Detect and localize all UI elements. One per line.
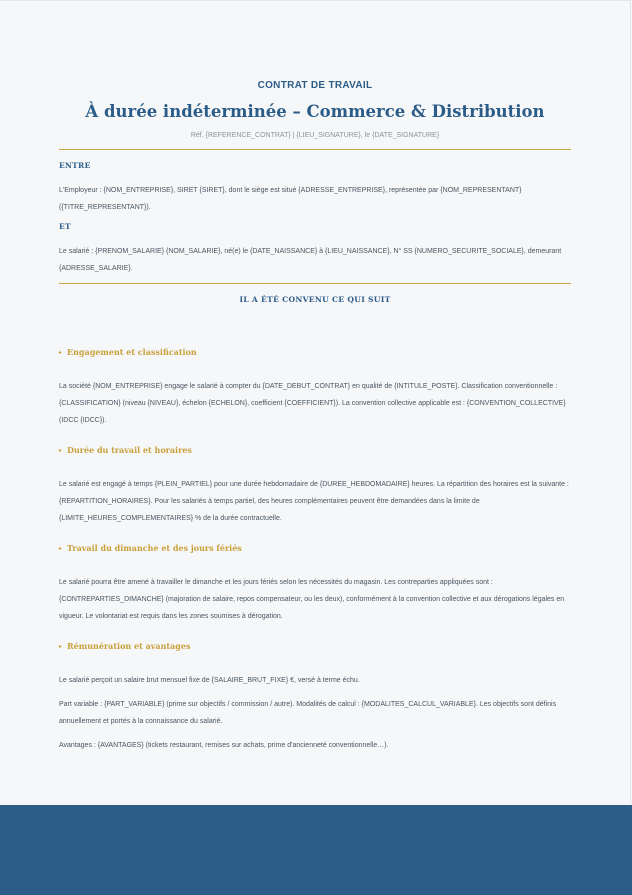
document-title: À durée indéterminée – Commerce & Distribution	[85, 102, 545, 121]
gold-divider	[59, 149, 571, 150]
section-title-engagement	[59, 346, 571, 360]
contract-document	[59, 79, 571, 754]
section-paragraph: Part variable : {PART_VARIABLE} (prime sur objectifs / commission / autre). Modalités de calcul : {MODALITES_CALCUL_VARIABLE}. Les objectifs sont définis annuellement et portés à la connaissance du salarié.	[59, 701, 557, 725]
section-title-text: Durée du travail et horaires	[67, 445, 192, 455]
bullet-icon: ▸	[59, 643, 63, 650]
footer-band	[0, 805, 632, 895]
employee-label: ET	[59, 222, 71, 231]
bullet-icon: ▸	[59, 349, 63, 356]
bullet-icon: ▸	[59, 545, 63, 552]
section-title-duree	[59, 444, 571, 458]
section-title-remuneration	[59, 640, 571, 654]
document-reference: Réf. {REFERENCE_CONTRAT} | {LIEU_SIGNATURE}, le {DATE_SIGNATURE}	[190, 132, 440, 139]
section-paragraph: Avantages : {AVANTAGES} (tickets restaurant, remises sur achats, prime d'ancienneté conventionnelle…).	[59, 742, 389, 749]
section-title-text: Travail du dimanche et des jours fériés	[67, 543, 242, 553]
employee-paragraph: Le salarié : {PRENOM_SALARIE} {NOM_SALARIE}, né(e) le {DATE_NAISSANCE} à {LIEU_NAISSANCE}, N° SS {NUMERO_SECURITE_SOCIALE}, demeurant {ADRESSE_SALARIE}.	[59, 248, 562, 272]
section-paragraph: Le salarié pourra être amené à travailler le dimanche et les jours fériés selon les nécessités du magasin. Les contreparties appliquées sont : {CONTREPARTIES_DIMANCHE} (majoration de salaire, repos compensateur, ou les deux), conformément à la convention collective et aux dérogations légales en vigueur. Le volontariat est requis dans les zones soumises à dérogation.	[59, 579, 565, 620]
employer-paragraph: L'Employeur : {NOM_ENTREPRISE}, SIRET {SIRET}, dont le siège est situé {ADRESSE_ENTREPRISE}, représentée par {NOM_REPRESENTANT} ({TITRE_REPRESENTANT}).	[59, 187, 522, 211]
document-kicker: CONTRAT DE TRAVAIL	[257, 80, 373, 91]
section-paragraph: Le salarié est engagé à temps {PLEIN_PARTIEL} pour une durée hebdomadaire de {DUREE_HEBDOMADAIRE} heures. La répartition des horaires est la suivante : {REPARTITION_HORAIRES}. Pour les salariés à temps partiel, des heures complémentaires peuvent être demandées dans la limite de {LIMITE_HEURES_COMPLEMENTAIRES} % de la durée contractuelle.	[59, 481, 569, 522]
agreement-heading: IL A ÉTÉ CONVENU CE QUI SUIT	[239, 295, 391, 304]
section-paragraph: La société {NOM_ENTREPRISE} engage le salarié à compter du {DATE_DEBUT_CONTRAT} en qualité de {INTITULE_POSTE}. Classification conventionnelle : {CLASSIFICATION} (niveau {NIVEAU}, échelon {ECHELON}, coefficient {COEFFICIENT}). La convention collective applicable est : {CONVENTION_COLLECTIVE} (IDCC {IDCC}).	[59, 383, 566, 424]
bullet-icon: ▸	[59, 447, 63, 454]
section-title-text: Engagement et classification	[67, 347, 197, 357]
gold-divider	[59, 283, 571, 284]
section-paragraph: Le salarié perçoit un salaire brut mensuel fixe de {SALAIRE_BRUT_FIXE} €, versé à terme échu.	[59, 677, 360, 684]
section-title-dimanche	[59, 542, 571, 556]
employer-label: ENTRE	[59, 161, 91, 170]
section-title-text: Rémunération et avantages	[67, 641, 191, 651]
